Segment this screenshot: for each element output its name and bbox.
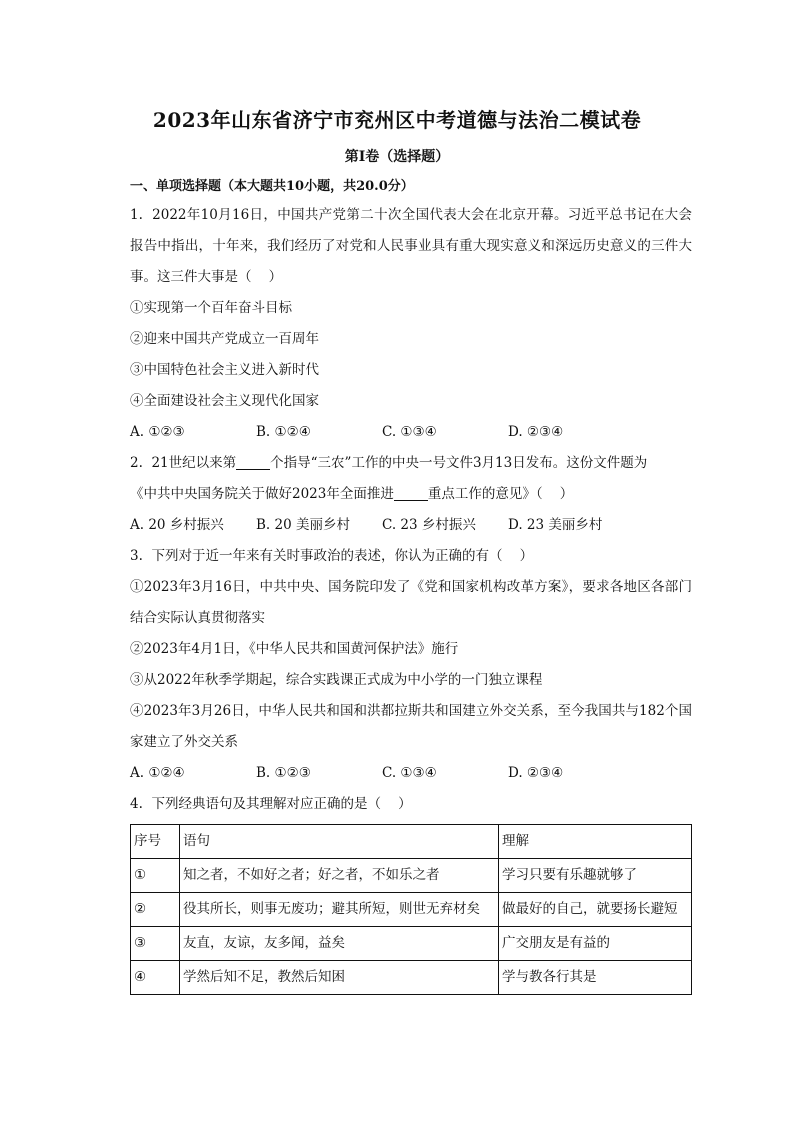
question-3-options: [130, 758, 692, 789]
table-cell: 友直，友谅，友多闻，益矣: [180, 927, 499, 961]
question-2-stem-line2: 《中共中央国务院关于做好2023年全面推进 重点工作的意见》（ ）: [130, 486, 574, 502]
table-cell: ①: [131, 859, 180, 893]
table-cell: 知之者，不如好之者；好之者，不如乐之者: [180, 859, 499, 893]
option-b[interactable]: B. ①②③: [256, 765, 311, 781]
question-3-item: ②2023年4月1日，《中华人民共和国黄河保护法》施行: [130, 641, 459, 657]
option-d[interactable]: D. ②③④: [508, 424, 564, 440]
option-c[interactable]: C. 23 乡村振兴: [382, 517, 476, 533]
table-cell: 做最好的自己，就要扬长避短: [499, 893, 692, 927]
option-b[interactable]: B. ①②④: [256, 424, 311, 440]
question-1-item: ③中国特色社会主义进入新时代: [130, 362, 319, 378]
option-c[interactable]: C. ①③④: [382, 765, 437, 781]
option-a[interactable]: A. 20 乡村振兴: [130, 517, 224, 533]
table-row: [131, 927, 692, 961]
option-a[interactable]: A. ①②③: [130, 424, 185, 440]
table-cell: 学然后知不足，教然后知困: [180, 961, 499, 995]
question-1-item: ②迎来中国共产党成立一百周年: [130, 331, 319, 347]
question-1-options: [130, 417, 692, 448]
question-1-item: ④全面建设社会主义现代化国家: [130, 393, 319, 409]
option-c[interactable]: C. ①③④: [382, 424, 437, 440]
table-row: [131, 961, 692, 995]
answer-blank: [394, 484, 428, 501]
question-3-item: ③从2022年秋季学期起，综合实践课正式成为中小学的一门独立课程: [130, 672, 543, 688]
table-cell: ③: [131, 927, 180, 961]
table-cell: 学与教各行其是: [499, 961, 692, 995]
table-cell: ④: [131, 961, 180, 995]
question-4-stem: 4. 下列经典语句及其理解对应正确的是（ ）: [130, 796, 412, 812]
table-cell: 学习只要有乐趣就够了: [499, 859, 692, 893]
exam-subtitle: 第Ⅰ卷（选择题）: [344, 149, 450, 165]
exam-content: [130, 176, 692, 995]
question-4-table: [130, 824, 692, 995]
question-2-stem-line1: 2. 21世纪以来第 个指导“三农”工作的中央一号文件3月13日发布。这份文件题为: [130, 455, 648, 471]
table-cell: 役其所长，则事无废功；避其所短，则世无弃材矣: [180, 893, 499, 927]
table-header-cell: 语句: [180, 825, 499, 859]
table-row: [131, 859, 692, 893]
question-2-options: [130, 510, 692, 541]
question-3-item: ①2023年3月16日，中共中央、国务院印发了《党和国家机构改革方案》，要求各地区各部门结合实际认真贯彻落实: [130, 579, 692, 626]
question-3-item: ④2023年3月26日，中华人民共和国和洪都拉斯共和国建立外交关系，至今我国共与182个国家建立了外交关系: [130, 703, 692, 750]
answer-blank: [236, 453, 270, 470]
table-row: [131, 893, 692, 927]
exam-title: 2023年山东省济宁市兖州区中考道德与法治二模试卷: [152, 108, 642, 132]
option-b[interactable]: B. 20 美丽乡村: [256, 517, 350, 533]
section-heading: 一、单项选择题（本大题共10小题，共20.0分）: [130, 179, 414, 194]
option-d[interactable]: D. ②③④: [508, 765, 564, 781]
table-header-row: [131, 825, 692, 859]
table-cell: 广交朋友是有益的: [499, 927, 692, 961]
table-cell: ②: [131, 893, 180, 927]
question-1-stem: 1. 2022年10月16日，中国共产党第二十次全国代表大会在北京开幕。习近平总书记在大会报告中指出，十年来，我们经历了对党和人民事业具有重大现实意义和深远历史意义的三件大事。这三件大事是（ ）: [130, 207, 692, 285]
table-header-cell: 理解: [499, 825, 692, 859]
question-1-item: ①实现第一个百年奋斗目标: [130, 300, 292, 316]
table-header-cell: 序号: [131, 825, 180, 859]
option-a[interactable]: A. ①②④: [130, 765, 185, 781]
option-d[interactable]: D. 23 美丽乡村: [508, 517, 603, 533]
question-3-stem: 3. 下列对于近一年来有关时事政治的表述，你认为正确的有（ ）: [130, 548, 534, 564]
